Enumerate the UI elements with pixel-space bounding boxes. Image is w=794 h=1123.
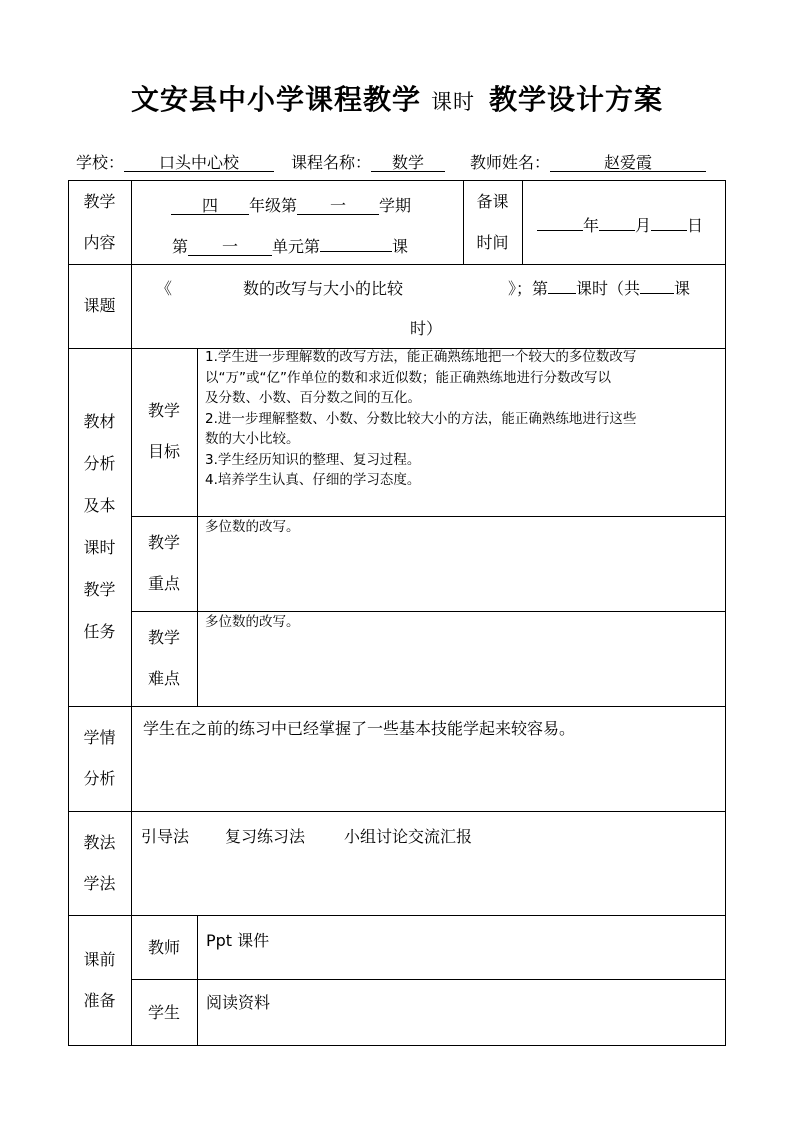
- goal-line: 2.进一步理解整数、小数、分数比较大小的方法，能正确熟练地进行这些: [205, 410, 637, 427]
- month-label: 月: [635, 216, 652, 235]
- difficulty-label: 教学 难点: [147, 628, 180, 688]
- table-border: [725, 180, 726, 1046]
- table-border: [68, 264, 726, 265]
- method-guide: 引导法: [141, 827, 190, 846]
- topic-open: 《: [156, 279, 173, 298]
- topic-title: 数的改写与大小的比较: [243, 279, 404, 298]
- pre-class-label: 课前 准备: [83, 950, 116, 1010]
- difficulty: 多位数的改写。: [205, 614, 300, 630]
- method-review: 复习练习法: [225, 827, 306, 846]
- unit-lesson-line: 第 一 单元第 课: [172, 237, 409, 256]
- learner-label: 学情 分析: [83, 728, 116, 788]
- student-prep: 阅读资料: [206, 993, 271, 1012]
- title-plan: 教学设计方案: [489, 83, 664, 116]
- title-lesson: 课时: [431, 90, 475, 114]
- goal-label: 教学 目标: [147, 401, 180, 461]
- teacher-prep: Ppt 课件: [206, 931, 270, 950]
- analysis-label: 教材 分析 及本 课时 教学 任务: [83, 412, 116, 641]
- table-border: [68, 915, 726, 916]
- term-value: 一: [297, 197, 379, 215]
- teacher-value: 赵爱霞: [550, 154, 706, 172]
- prep-date: [537, 213, 703, 236]
- goals-list: [205, 347, 723, 491]
- course-value: 数学: [371, 154, 445, 172]
- teacher-role-label: 教师: [147, 938, 180, 957]
- school-field: [76, 150, 274, 173]
- student-role-label: 学生: [147, 1003, 180, 1022]
- year-label: 年: [583, 216, 600, 235]
- table-border: [131, 979, 726, 980]
- goal-line: 及分数、小数、百分数之间的互化。: [205, 390, 421, 406]
- topic-label: 课题: [83, 296, 116, 315]
- method-label: 教法 学法: [83, 833, 116, 893]
- key-point-label: 教学 重点: [147, 533, 180, 593]
- goal-line: 以“万”或“亿”作单位的数和求近似数；能正确熟练地进行分数改写以: [205, 369, 611, 386]
- topic-lesson-end: 时）: [410, 319, 443, 338]
- table-border: [68, 1045, 726, 1046]
- prep-time-label: 备课 时间: [476, 192, 509, 252]
- grade-term-line: 四 年级第 一 学期: [171, 193, 411, 216]
- lesson-value: [320, 251, 392, 252]
- course-label: 课程名称：: [291, 153, 372, 172]
- school-value: 口头中心校: [124, 154, 274, 172]
- table-border: [522, 180, 523, 264]
- table-border: [131, 180, 132, 1046]
- course-field: [291, 150, 445, 173]
- content-label: 教学 内容: [83, 192, 116, 252]
- day-label: 日: [687, 216, 704, 235]
- page-title: [0, 78, 794, 118]
- school-label: 学校：: [76, 153, 125, 172]
- goal-line: 4.培养学生认真、仔细的学习态度。: [205, 472, 421, 488]
- table-border: [197, 348, 198, 706]
- key-point: 多位数的改写。: [205, 519, 300, 535]
- unit-value: 一: [188, 238, 272, 256]
- goal-line: 3.学生经历知识的整理、复习过程。: [205, 451, 421, 468]
- goal-line: 1.学生进一步理解数的改写方法，能正确熟练地把一个较大的多位数改写: [205, 349, 637, 365]
- teacher-label: 教师姓名：: [470, 153, 551, 172]
- table-border: [197, 915, 198, 1046]
- title-main: 文安县中小学课程教学: [130, 83, 421, 116]
- table-border: [68, 180, 726, 181]
- goal-line: 数的大小比较。: [205, 431, 300, 447]
- learner-analysis: 学生在之前的练习中已经掌握了一些基本技能学起来较容易。: [143, 719, 576, 738]
- teacher-field: [470, 150, 706, 173]
- method-group: 小组讨论交流汇报: [344, 827, 473, 846]
- grade-value: 四: [171, 197, 249, 215]
- table-border: [68, 811, 726, 812]
- table-border: [68, 706, 726, 707]
- topic-lesson-count: 》；第 课时（共 课: [508, 279, 691, 298]
